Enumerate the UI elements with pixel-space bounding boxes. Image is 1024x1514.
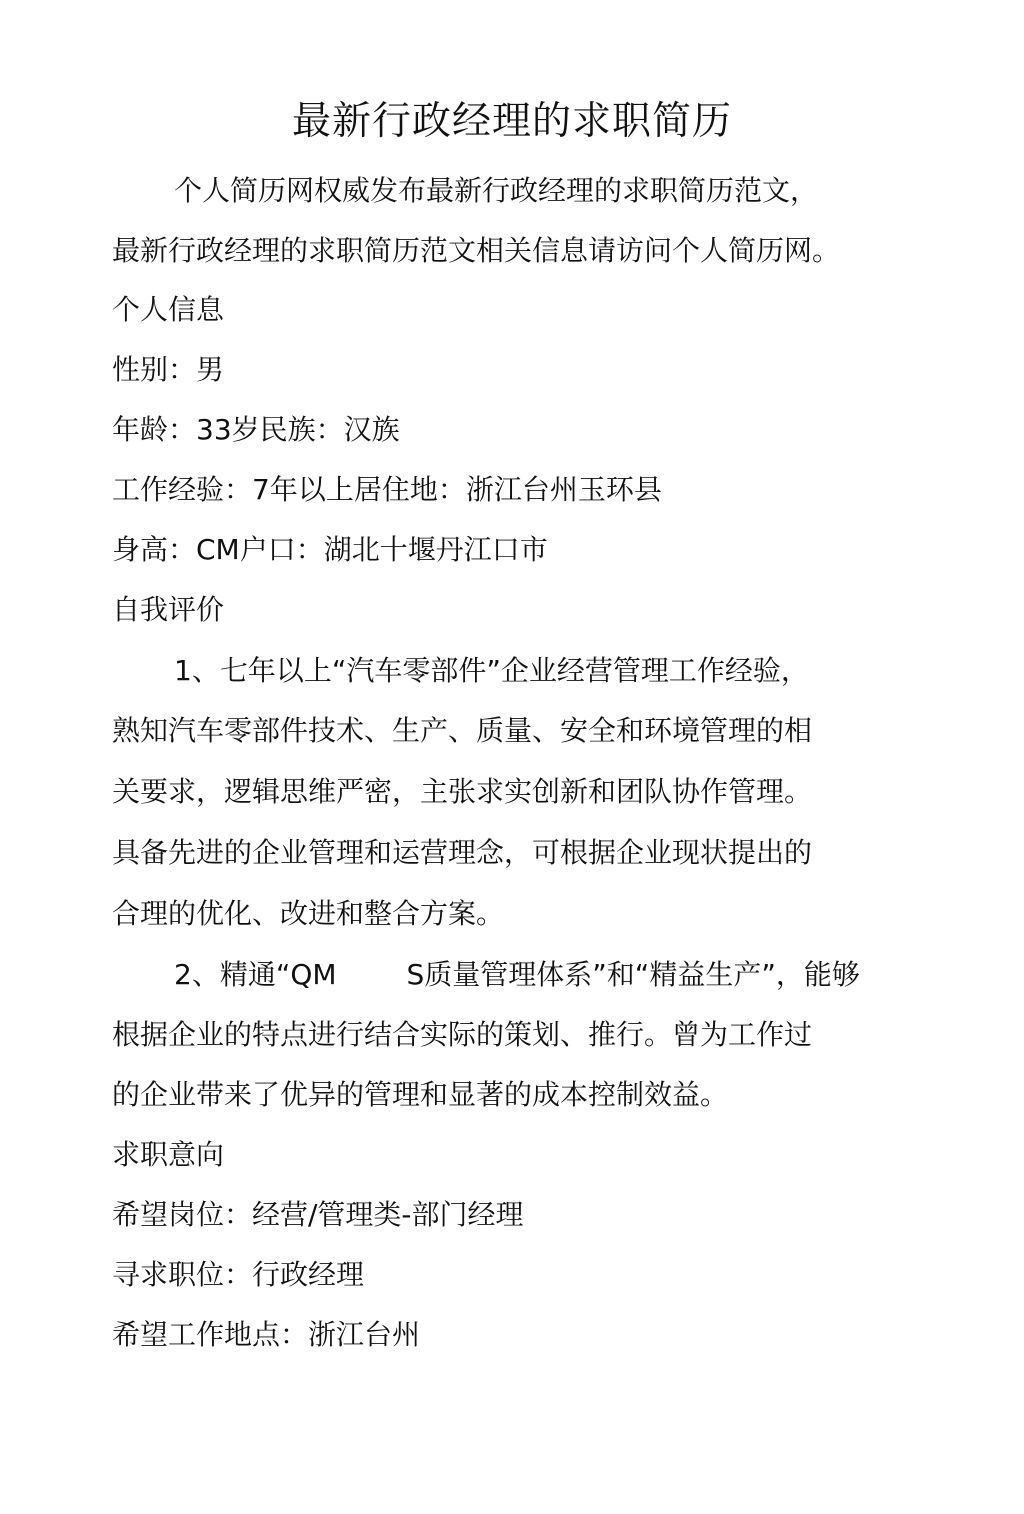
self-evaluation-point2-line-3: 的企业带来了优异的管理和显著的成本控制效益。 (112, 1078, 729, 1111)
desired-location-line: 希望工作地点：浙江台州 (112, 1318, 421, 1351)
self-evaluation-point1-line-2: 熟知汽车零部件技术、生产、质量、安全和环境管理的相 (112, 714, 813, 747)
gender-line: 性别：男 (112, 353, 225, 386)
job-intention-heading: 求职意向 (112, 1138, 225, 1171)
self-evaluation-point1-line-3: 关要求，逻辑思维严密，主张求实创新和团队协作管理。 (112, 775, 813, 808)
self-evaluation-heading: 自我评价 (112, 593, 225, 626)
self-evaluation-point1-line-1: 1、七年以上“汽车零部件”企业经营管理工作经验， (174, 654, 809, 687)
intro-line-1: 个人简历网权威发布最新行政经理的求职简历范文， (174, 174, 819, 207)
self-evaluation-point2-line-1 (174, 955, 860, 995)
self-evaluation-point2-line-2: 根据企业的特点进行结合实际的策划、推行。曾为工作过 (112, 1018, 813, 1051)
self-evaluation-point1-line-5: 合理的优化、改进和整合方案。 (112, 897, 505, 930)
age-ethnicity-line: 年龄：33岁民族：汉族 (112, 413, 400, 446)
personal-info-heading: 个人信息 (112, 293, 225, 326)
self-evaluation-point1-line-4: 具备先进的企业管理和运营理念，可根据企业现状提出的 (112, 836, 813, 869)
experience-residence-line: 工作经验：7年以上居住地：浙江台州玉环县 (112, 473, 662, 506)
sought-position-line: 寻求职位：行政经理 (112, 1258, 365, 1291)
point2-text-after-gap: S质量管理体系”和“精益生产”，能够 (406, 958, 860, 991)
desired-position-line: 希望岗位：经营/管理类-部门经理 (112, 1198, 524, 1231)
document-title: 最新行政经理的求职简历 (291, 99, 732, 144)
height-hukou-line: 身高：CM户口：湖北十堰丹江口市 (112, 533, 548, 566)
intro-line-2: 最新行政经理的求职简历范文相关信息请访问个人简历网。 (112, 234, 841, 267)
point2-text-before-gap: 2、精通“QM (174, 958, 337, 991)
